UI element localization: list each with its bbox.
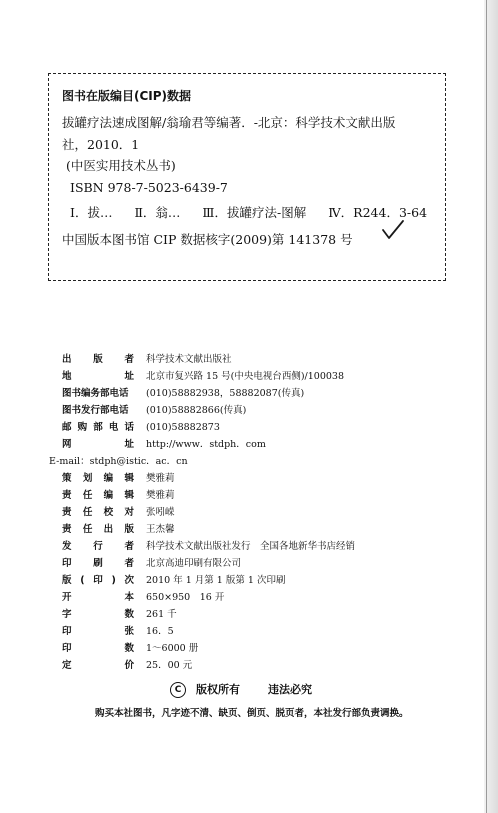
info-label: 地 址 xyxy=(62,371,134,382)
cip-line-2: 社，2010．1 xyxy=(62,137,140,152)
cip-title: 图书在版编目(CIP)数据 xyxy=(62,89,192,103)
info-label: 版 ( 印 ) 次 xyxy=(62,575,134,586)
info-value: 樊雅莉 xyxy=(146,473,175,484)
info-value: 25．00 元 xyxy=(146,660,193,671)
info-label: 责 任 编 辑 xyxy=(62,490,134,501)
checkmark-icon xyxy=(381,219,405,241)
info-label: 印 刷 者 xyxy=(62,558,134,569)
page-edge xyxy=(484,0,498,813)
class-item: Ⅳ．R244．3-64 xyxy=(328,205,428,220)
info-label: 字 数 xyxy=(62,609,134,620)
email-line: E-mail：stdph@istic．ac．cn xyxy=(49,456,188,467)
info-label: 图书发行部电话 xyxy=(62,405,129,416)
copyright-line xyxy=(170,681,312,698)
info-label: 责 任 出 版 xyxy=(62,524,134,535)
info-label: 发 行 者 xyxy=(62,541,134,552)
class-item: Ⅰ．拔… xyxy=(70,205,113,220)
info-value: 科学技术文献出版社 xyxy=(146,354,232,365)
info-value: 樊雅莉 xyxy=(146,490,175,501)
info-value: http://www．stdph．com xyxy=(146,439,266,450)
info-value: 北京市复兴路 15 号(中央电视台西侧)/100038 xyxy=(146,371,345,382)
info-value: 科学技术文献出版社发行 全国各地新华书店经销 xyxy=(146,541,356,552)
class-item: Ⅱ．翁… xyxy=(134,205,181,220)
info-value: 261 千 xyxy=(146,609,177,620)
info-label: 印 张 xyxy=(62,626,134,637)
copyright-warning: 违法必究 xyxy=(268,683,312,696)
info-label: 图书编务部电话 xyxy=(62,388,129,399)
info-label: 责 任 校 对 xyxy=(62,507,134,518)
info-label: 定 价 xyxy=(62,660,134,671)
info-value: 北京高迪印刷有限公司 xyxy=(146,558,242,569)
info-label: 邮 购 部 电 话 xyxy=(62,422,134,433)
info-value: 2010 年 1 月第 1 版第 1 次印刷 xyxy=(146,575,286,586)
cip-line-1: 拔罐疗法速成图解/翁瑜君等编著．-北京：科学技术文献出版 xyxy=(62,115,396,130)
info-value: 王杰馨 xyxy=(146,524,175,535)
info-label: 出 版 者 xyxy=(62,354,134,365)
info-value: (010)58882873 xyxy=(146,422,220,433)
info-label: 印 数 xyxy=(62,643,134,654)
info-label: 策 划 编 辑 xyxy=(62,473,134,484)
info-label: 网 址 xyxy=(62,439,134,450)
cip-number: 中国版本图书馆 CIP 数据核字(2009)第 141378 号 xyxy=(62,232,353,247)
info-value: (010)58882866(传真) xyxy=(146,405,247,416)
info-value: (010)58882938，58882087(传真) xyxy=(146,388,305,399)
cip-data-box xyxy=(48,73,446,281)
class-item: Ⅲ．拔罐疗法-图解 xyxy=(202,205,307,220)
cip-isbn: ISBN 978-7-5023-6439-7 xyxy=(70,180,228,195)
info-value: 16．5 xyxy=(146,626,174,637)
cip-series: (中医实用技术丛书) xyxy=(66,158,176,173)
info-value: 1～6000 册 xyxy=(146,643,199,654)
info-value: 650×950 16 开 xyxy=(146,592,225,603)
info-value: 张吲嵘 xyxy=(146,507,175,518)
replacement-notice: 购买本社图书，凡字迹不清、缺页、倒页、脱页者，本社发行部负责调换。 xyxy=(95,708,409,719)
info-label: 开 本 xyxy=(62,592,134,603)
copyright-rights: 版权所有 xyxy=(196,683,240,696)
copyright-icon: C xyxy=(170,682,186,698)
